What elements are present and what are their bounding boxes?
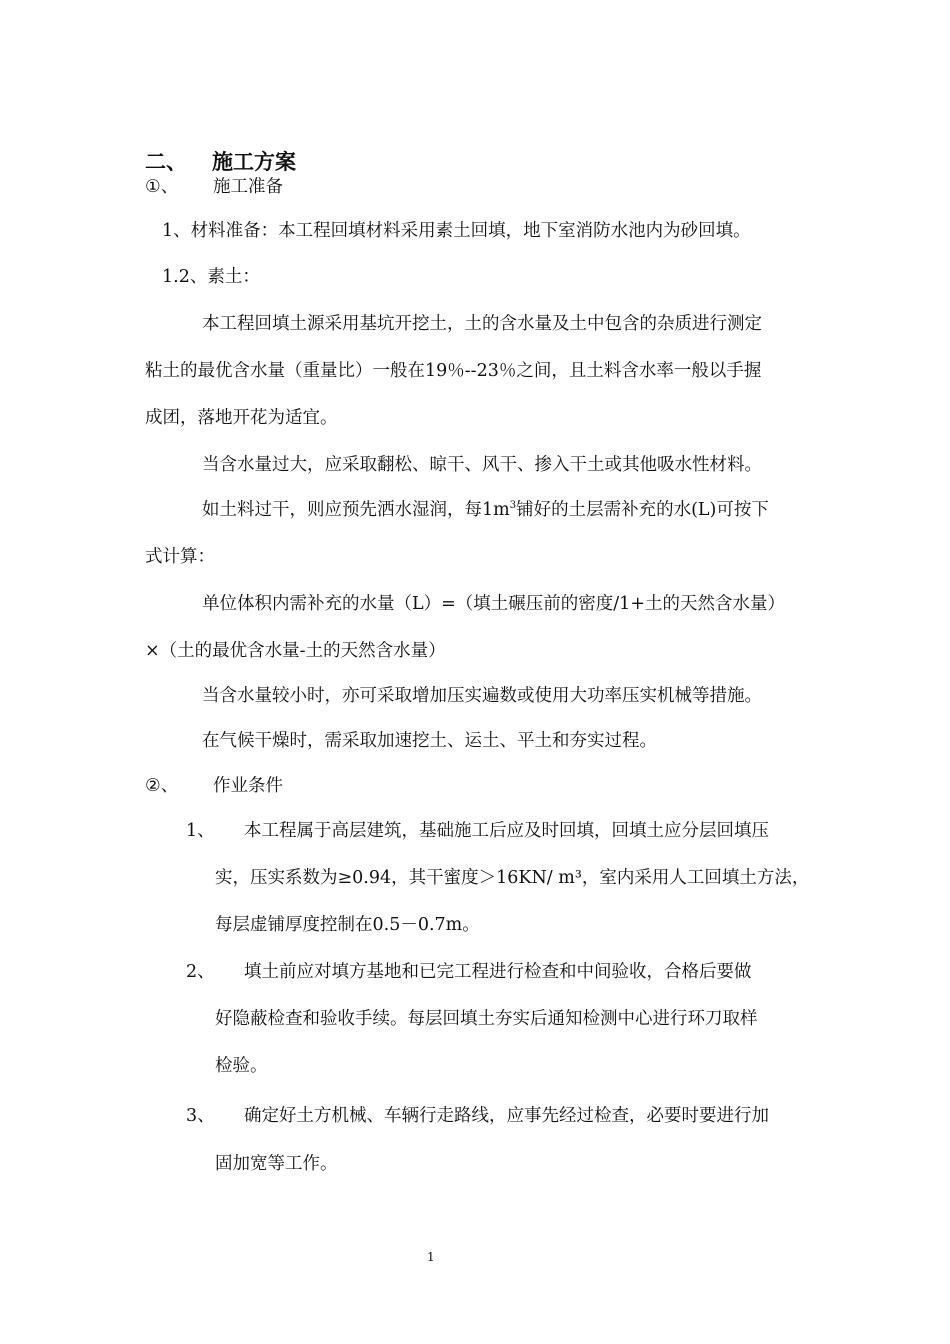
paragraph-line: 在气候干燥时，需采取加速挖土、运土、平土和夯实过程。: [202, 731, 657, 751]
subsection-title: 作业条件: [213, 776, 283, 796]
section-title: 施工方案: [212, 149, 296, 174]
list-item-line: 好隐蔽检查和验收手续。每层回填土夯实后通知检测中心进行环刀取样: [215, 1009, 758, 1029]
list-item-line: 本工程属于高层建筑，基础施工后应及时回填，回填土应分层回填压: [244, 821, 769, 841]
paragraph-line: 当含水量较小时，亦可采取增加压实遍数或使用大功率压实机械等措施。: [202, 686, 762, 706]
list-item-line: 实，压实系数为≥0.94，其干蜜度＞16KN/ m³，室内采用人工回填土方法，: [215, 868, 810, 888]
list-item-number: 3、: [186, 1106, 215, 1126]
list-item-number: 2、: [186, 962, 215, 982]
list-item-line: 固加宽等工作。: [215, 1154, 338, 1174]
paragraph-line: 本工程回填土源采用基坑开挖土，土的含水量及土中包含的杂质进行测定: [202, 314, 762, 334]
list-item-line: 每层虚铺厚度控制在0.5－0.7m。: [215, 915, 480, 935]
text-segment: 铺好的土层需补充的水(L)可按下: [516, 500, 769, 520]
list-item-line: 填土前应对填方基地和已完工程进行检查和中间验收，合格后要做: [244, 962, 752, 982]
section-number: 二、: [145, 149, 187, 174]
paragraph-line: 成团，落地开花为适宜。: [145, 408, 338, 428]
paragraph-line: 式计算：: [145, 547, 215, 567]
subsection-number: ①、: [145, 177, 179, 197]
subsection-number: ②、: [145, 776, 179, 796]
list-item-line: 确定好土方机械、车辆行走路线，应事先经过检查，必要时要进行加: [244, 1106, 769, 1126]
page-number: 1: [427, 1250, 435, 1264]
paragraph-line: 当含水量过大，应采取翻松、晾干、风干、掺入干土或其他吸水性材料。: [202, 455, 762, 475]
list-item-number: 1、: [186, 821, 215, 841]
material-paragraph: 1、材料准备：本工程回填材料采用素土回填，地下室消防水池内为砂回填。: [162, 221, 751, 241]
paragraph-line: 粘土的最优含水量（重量比）一般在19％--23％之间，且土料含水率一般以手握: [145, 361, 762, 381]
formula-line: 单位体积内需补充的水量（L）=（填土碾压前的密度/1+土的天然含水量）: [202, 594, 785, 614]
text-segment: 如土料过干，则应预先洒水湿润，每1m: [202, 500, 510, 520]
formula-line: ×（土的最优含水量-土的天然含水量）: [145, 641, 446, 661]
list-item-line: 检验。: [215, 1056, 268, 1076]
subsection-title: 施工准备: [213, 177, 283, 197]
superscript: 3: [509, 500, 517, 511]
paragraph-line: [202, 498, 769, 522]
soil-heading: 1.2、素土：: [162, 267, 260, 287]
